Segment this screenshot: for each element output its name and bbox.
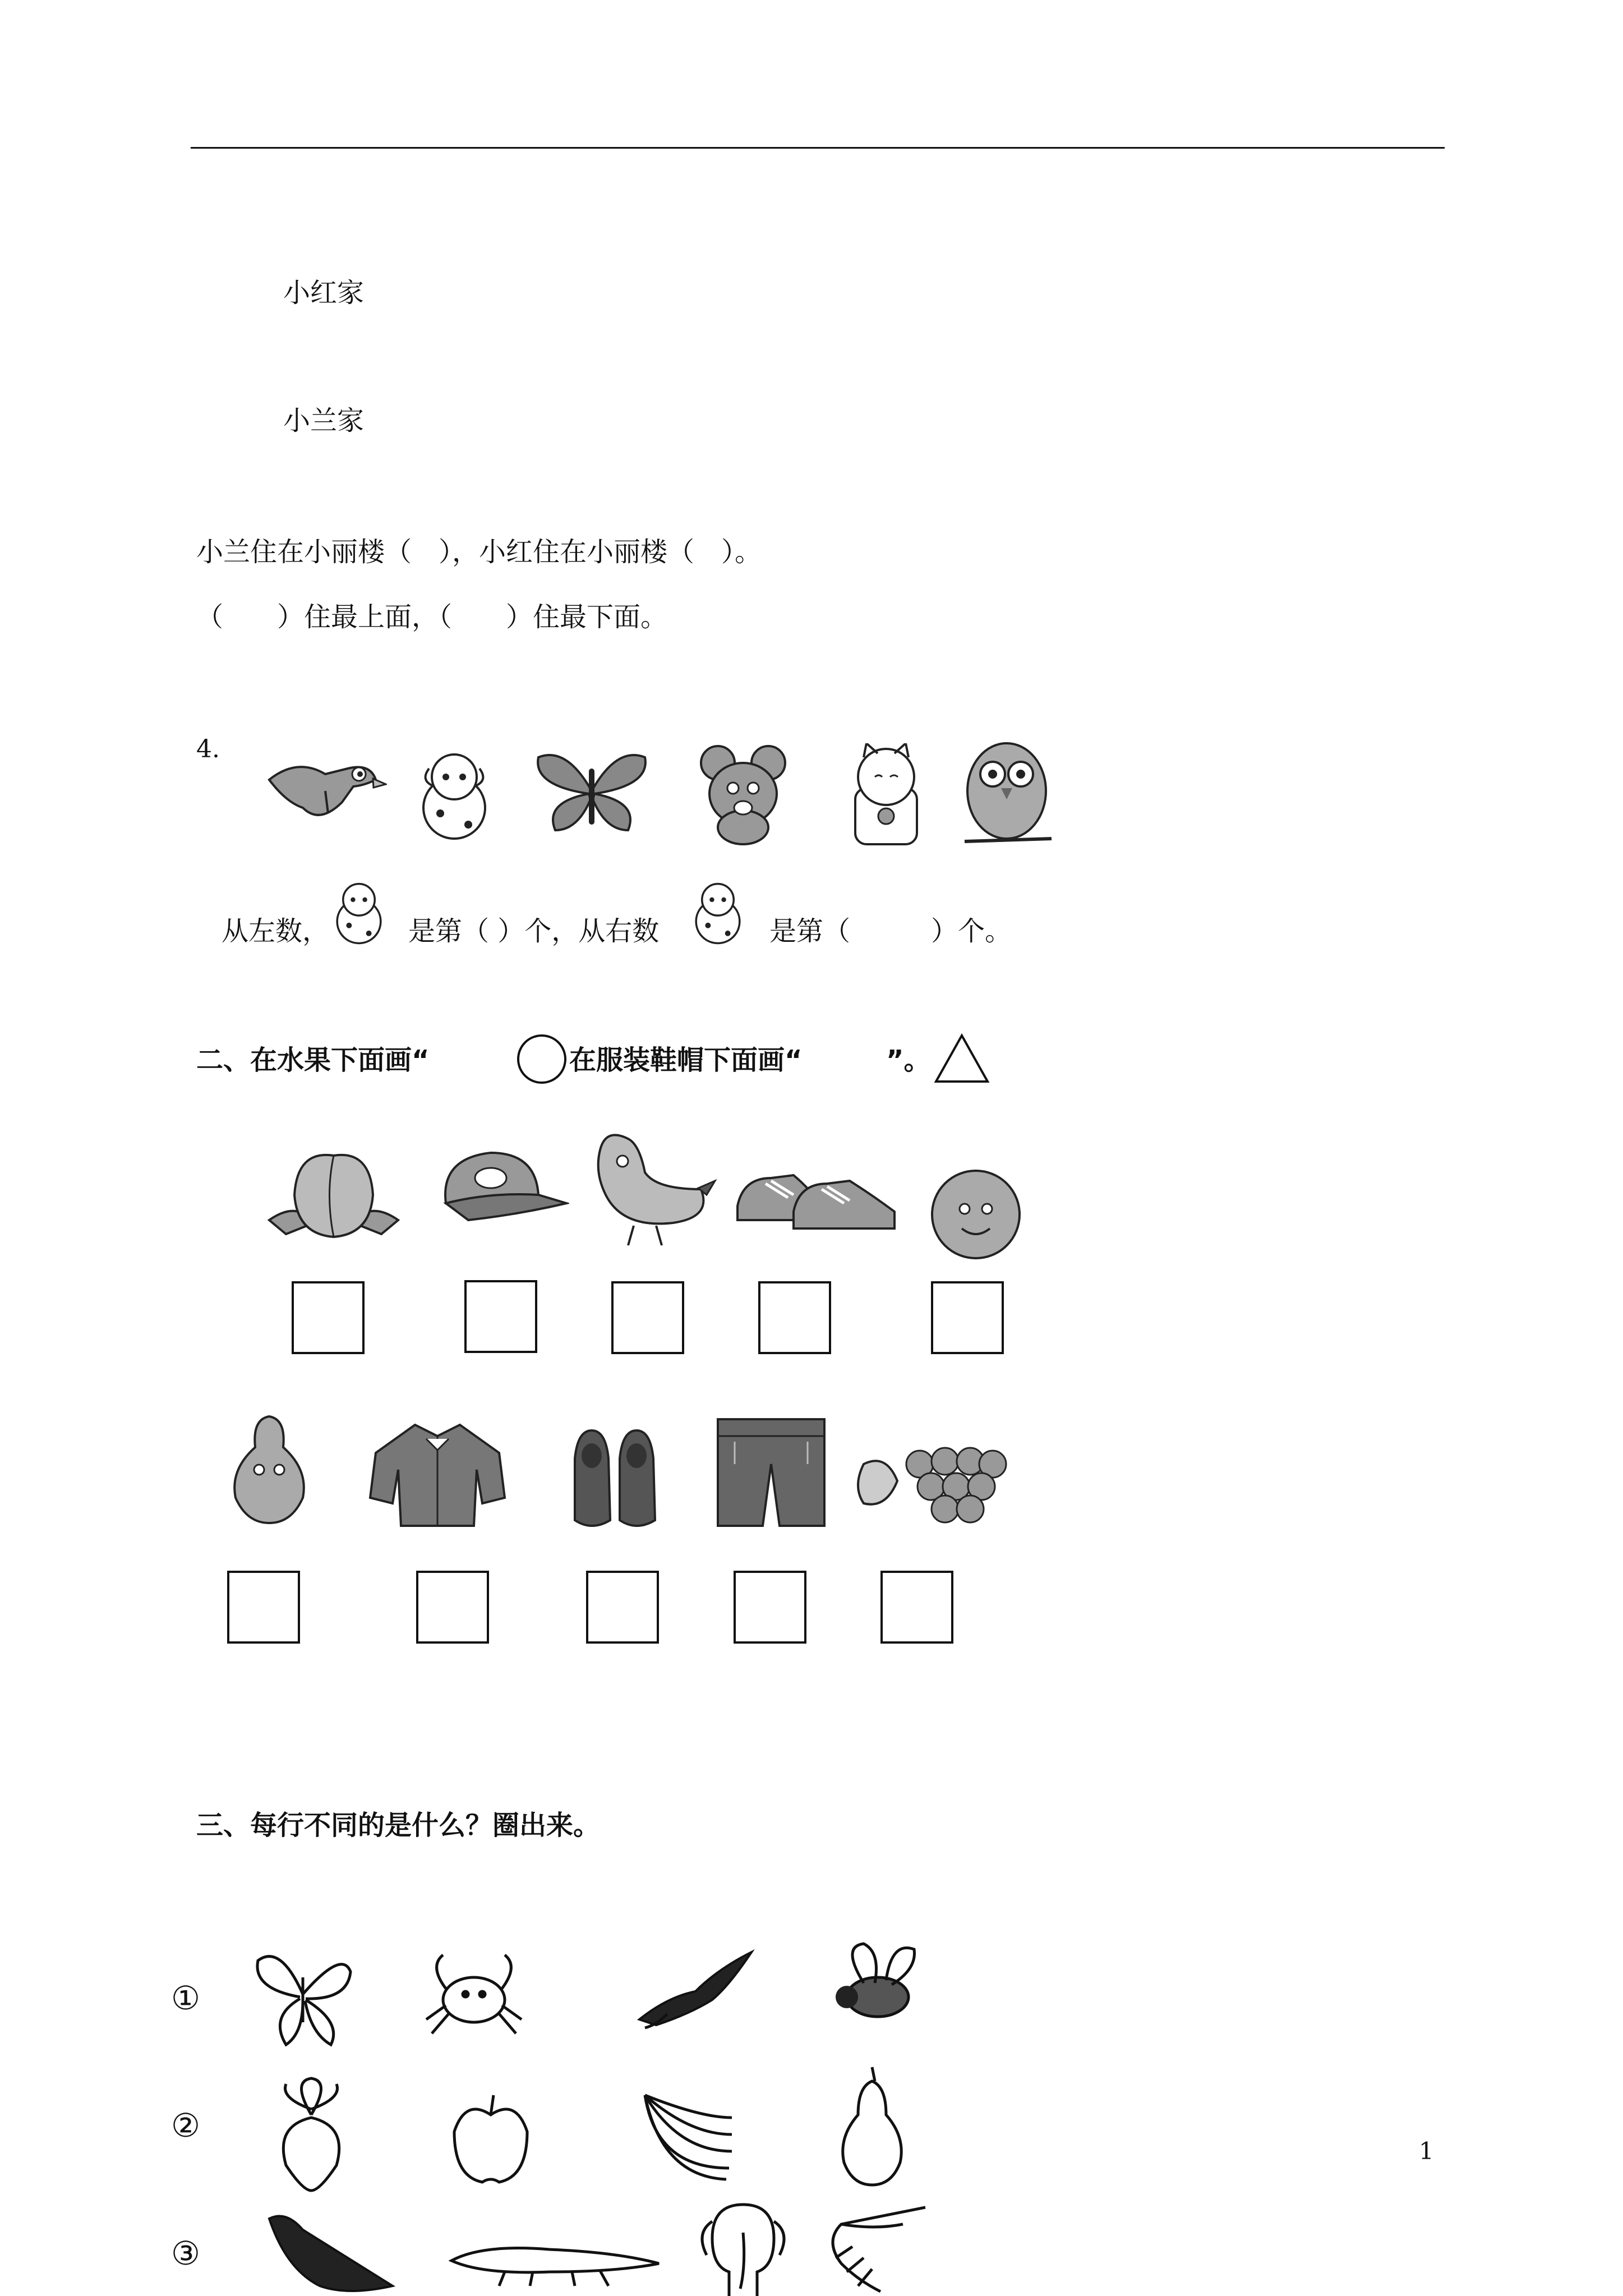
page-number: 1 (1419, 2137, 1434, 2165)
q4-sentence-part-3: 是第（ ）个。 (769, 915, 1012, 947)
owl-picture (959, 735, 1054, 847)
answer-box[interactable] (611, 1281, 684, 1354)
section-2-title-part-2: 在服装鞋帽下面画“ (569, 1045, 803, 1076)
sheep-small-picture-2 (684, 875, 751, 948)
peach-picture (264, 1139, 404, 1251)
mouse-picture (693, 740, 794, 847)
triangle-symbol-icon (934, 1033, 990, 1084)
crocodile-line-picture (449, 2233, 662, 2289)
q4-number: 4. (196, 735, 220, 763)
answer-box[interactable] (292, 1281, 365, 1354)
q4-sentence-part-2: 是第（ ）个，从右数 (408, 915, 660, 947)
section-3-title: 三、每行不同的是什么？圈出来。 (196, 1810, 601, 1841)
section-2-title-part-3: ”。 (886, 1045, 931, 1076)
row-label-2: ② (171, 2106, 200, 2145)
answer-box[interactable] (880, 1571, 953, 1644)
shrimp-line-picture (819, 2202, 931, 2296)
answer-box[interactable] (464, 1280, 537, 1353)
answer-box[interactable] (758, 1281, 831, 1354)
xiaohong-home-label: 小红家 (283, 277, 365, 309)
swallow-line-picture (634, 1947, 757, 2031)
row-label-3: ③ (171, 2234, 200, 2272)
cap-picture (435, 1142, 569, 1226)
lucky-cat-picture (844, 743, 928, 850)
eggplant-picture (589, 1128, 718, 1251)
answer-box[interactable] (416, 1571, 489, 1644)
sneakers-picture (732, 1156, 900, 1240)
orange-picture (928, 1167, 1023, 1262)
sheep-picture (407, 746, 502, 841)
butterfly-line-picture (247, 1938, 359, 2050)
banana-line-picture (634, 2084, 735, 2185)
row-label-1: ① (171, 1979, 200, 2017)
butterfly-picture (533, 746, 651, 836)
shoes-picture (566, 1425, 662, 1531)
answer-box[interactable] (227, 1571, 300, 1644)
sheep-small-picture-1 (325, 875, 393, 948)
circle-symbol-icon (516, 1033, 568, 1085)
section-2-title-part-1: 二、在水果下面画“ (196, 1045, 430, 1076)
radish-line-picture (269, 2076, 353, 2193)
answer-box[interactable] (586, 1571, 659, 1644)
grapes-picture (852, 1430, 1009, 1531)
crab-line-picture (418, 1944, 530, 2039)
elephant-line-picture (695, 2199, 791, 2296)
answer-box[interactable] (734, 1571, 806, 1644)
q3-line-2: （ ）住最上面，（ ）住最下面。 (196, 601, 668, 633)
q3-line-1: 小兰住在小丽楼（ ），小红住在小丽楼（ ）。 (196, 536, 762, 568)
jacket-picture (365, 1419, 510, 1531)
whale-line-picture (264, 2207, 398, 2296)
pear-picture (224, 1408, 314, 1526)
apple-line-picture (449, 2092, 533, 2188)
pants-picture (712, 1414, 830, 1531)
q4-sentence-part-1: 从左数， (222, 915, 330, 947)
xiaolan-home-label: 小兰家 (283, 405, 365, 436)
bee-line-picture (824, 1935, 925, 2031)
bird-picture (264, 740, 387, 841)
pear-line-picture (836, 2064, 909, 2188)
header-rule (191, 147, 1445, 149)
answer-box[interactable] (931, 1281, 1004, 1354)
